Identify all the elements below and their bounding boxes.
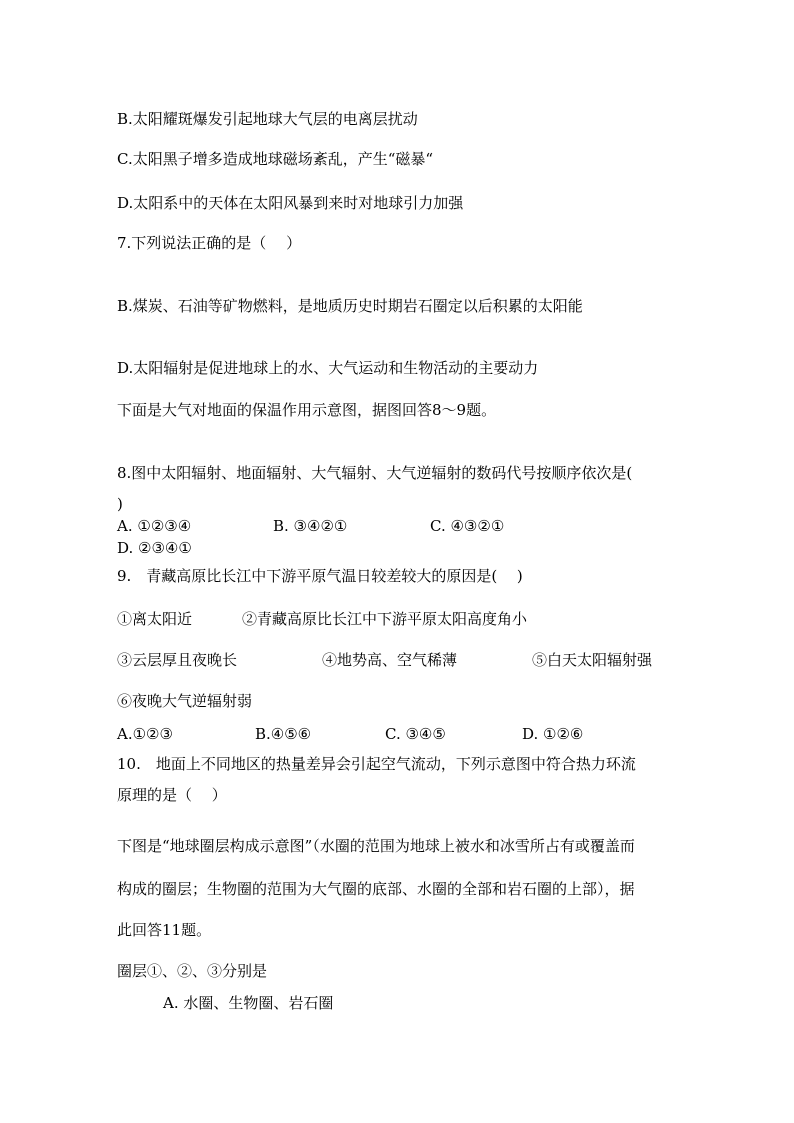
- q9-item-3: ③云层厚且夜晚长: [117, 651, 238, 669]
- q8-option-a: A. ①②③④: [117, 517, 192, 535]
- q9-item-2: ②青藏高原比长江中下游平原太阳高度角小: [242, 610, 528, 628]
- intro-8-9: 下面是大气对地面的保温作用示意图，据图回答8～9题。: [117, 401, 497, 419]
- intro-11-line1: 下图是“地球圈层构成示意图”（水圈的范围为地球上被水和冰雪所占有或覆盖而: [117, 837, 635, 855]
- q8-option-d: D. ②③④①: [117, 539, 192, 557]
- q11-stem: 圈层①、②、③分别是: [117, 962, 268, 980]
- intro-11-line2: 构成的圈层；生物圈的范围为大气圈的底部、水圈的全部和岩石圈的上部），据: [117, 880, 635, 898]
- q8-option-b: B. ③④②①: [273, 517, 348, 535]
- q6-option-b: B.太阳耀斑爆发引起地球大气层的电离层扰动: [117, 110, 418, 128]
- q6-option-d: D.太阳系中的天体在太阳风暴到来时对地球引力加强: [117, 194, 464, 212]
- q9-item-6: ⑥夜晚大气逆辐射弱: [117, 692, 253, 710]
- q9-item-5: ⑤白天太阳辐射强: [532, 651, 653, 669]
- q7-stem: 7.下列说法正确的是（ ）: [117, 234, 302, 252]
- intro-11-line3: 此回答11题。: [117, 921, 212, 939]
- q6-option-c: C.太阳黑子增多造成地球磁场紊乱，产生“磁暴“: [117, 150, 434, 168]
- q8-option-c: C. ④③②①: [430, 517, 505, 535]
- q9-stem: 9. 青藏高原比长江中下游平原气温日较差较大的原因是( ): [117, 567, 523, 585]
- q10-stem-cont: 原理的是（ ）: [117, 786, 227, 804]
- q9-option-d: D. ①②⑥: [522, 725, 584, 743]
- q7-option-b: B.煤炭、石油等矿物燃料，是地质历史时期岩石圈定以后积累的太阳能: [117, 297, 583, 315]
- q11-option-a: A. 水圈、生物圈、岩石圈: [163, 994, 334, 1012]
- q8-stem-end: ): [117, 495, 123, 513]
- q8-stem: 8.图中太阳辐射、地面辐射、大气辐射、大气逆辐射的数码代号按顺序依次是(: [117, 464, 633, 482]
- q9-option-a: A.①②③: [117, 725, 173, 743]
- q10-stem: 10. 地面上不同地区的热量差异会引起空气流动，下列示意图中符合热力环流: [117, 755, 636, 773]
- q9-option-b: B.④⑤⑥: [255, 725, 312, 743]
- q9-option-c: C. ③④⑤: [385, 725, 446, 743]
- q7-option-d: D.太阳辐射是促进地球上的水、大气运动和生物活动的主要动力: [117, 359, 539, 377]
- q9-item-4: ④地势高、空气稀薄: [322, 651, 458, 669]
- q9-item-1: ①离太阳近: [117, 610, 193, 628]
